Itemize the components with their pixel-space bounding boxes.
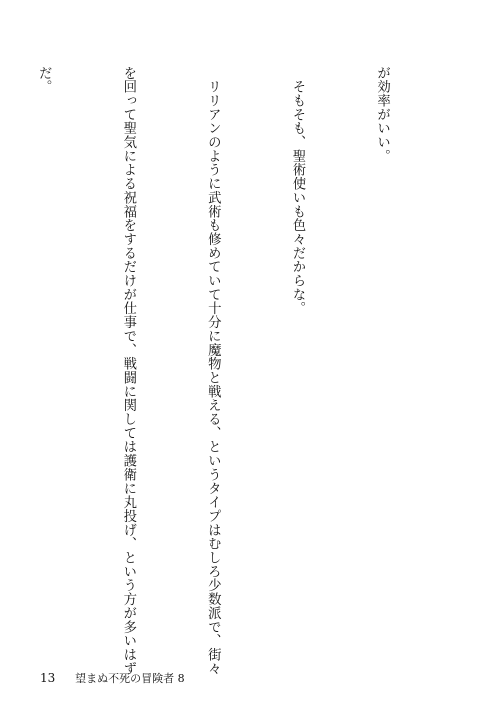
body-text — [0, 66, 452, 676]
text-line: リリアンのように武術も修めていて十分に魔物と戦える、というタイプはむしろ少数派で、街々 — [205, 66, 221, 676]
page-footer — [40, 670, 185, 686]
text-line: を回って聖気による祝福をするだけが仕事で、戦闘に関しては護衛に丸投げ、という方が多いはず — [120, 66, 136, 676]
text-line: だ。 — [36, 66, 52, 94]
page-number: 13 — [40, 671, 56, 685]
text-line: そもそも、聖術使いも色々だからな。 — [289, 66, 305, 316]
book-title: 望まぬ不死の冒険者 8 — [75, 672, 185, 685]
text-line: が効率がいい。 — [374, 66, 390, 163]
